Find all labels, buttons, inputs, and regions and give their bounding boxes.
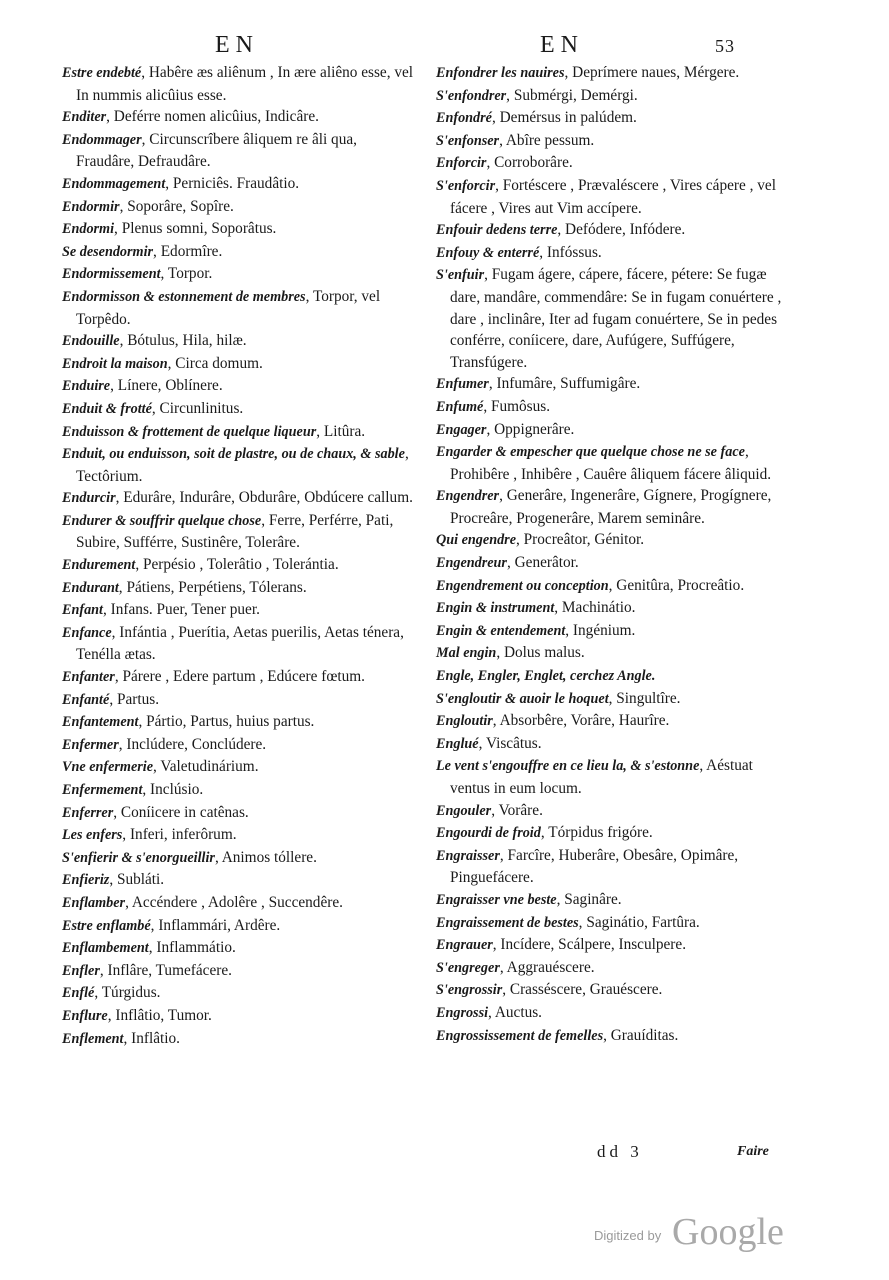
entry-headword: Enfumé	[436, 398, 484, 415]
entry-definition: , Machinátio.	[554, 599, 636, 617]
entry-definition: , Subláti.	[109, 871, 165, 889]
entry-headword: Endormi	[62, 221, 115, 238]
dictionary-entry	[62, 824, 414, 847]
dictionary-entry	[62, 286, 414, 330]
entry-definition: , Saginátio, Fartûra.	[578, 913, 700, 931]
dictionary-entry	[62, 173, 414, 196]
dictionary-entry	[436, 733, 786, 756]
entry-headword: Vne enfermerie	[62, 759, 154, 776]
entry-definition: , Soporâre, Sopîre.	[119, 197, 234, 215]
entry-headword: Endroit la maison	[62, 355, 168, 372]
dictionary-entry	[62, 353, 414, 376]
entry-definition: , Habêre æs aliênum , In ære aliêno esse, vel In nummis alicûius esse.	[76, 64, 414, 104]
page-number: 53	[715, 36, 735, 56]
dictionary-entry	[436, 552, 786, 575]
dictionary-entry	[436, 85, 786, 108]
entry-headword: Endormissement	[62, 266, 161, 283]
entry-headword: Engrauer	[436, 937, 493, 954]
dictionary-entry	[436, 575, 786, 598]
signature-mark: dd 3	[597, 1142, 643, 1161]
entry-definition: , Animos tóllere.	[214, 848, 317, 866]
entry-definition: , Submérgi, Demérgi.	[506, 86, 638, 104]
dictionary-entry	[436, 152, 786, 175]
entry-headword: Endommager	[62, 131, 142, 148]
entry-definition: , Auctus.	[488, 1003, 543, 1021]
dictionary-entry	[436, 934, 786, 957]
dictionary-entry	[436, 107, 786, 130]
entry-headword: Enforcir	[436, 155, 487, 172]
dictionary-entry	[62, 869, 414, 892]
entry-definition: , Inclúsio.	[142, 781, 204, 798]
entry-headword: Endurcir	[62, 490, 116, 507]
entry-definition: , Perniciês. Fraudâtio.	[165, 174, 300, 192]
entry-headword: Mal engin	[436, 645, 497, 662]
dictionary-entry	[62, 487, 414, 510]
entry-definition: , Perpésio , Tolerâtio , Tolerántia.	[135, 556, 339, 574]
dictionary-entry	[436, 755, 786, 799]
entry-headword: Enfantement	[62, 714, 139, 731]
entry-headword: Enflure	[62, 1007, 108, 1024]
dictionary-entry	[62, 892, 414, 915]
entry-headword: Enditer	[62, 109, 107, 126]
entry-definition: , Circa domum.	[167, 354, 263, 372]
entry-definition: , Defódere, Infódere.	[557, 221, 686, 239]
entry-headword: S'engrossir	[436, 982, 503, 999]
entry-definition: , Pártio, Partus, huius partus.	[138, 713, 315, 731]
catchword: Faire	[737, 1144, 769, 1159]
entry-headword: Engrossissement de femelles	[436, 1027, 604, 1044]
entry-definition: , Grauíditas.	[603, 1026, 679, 1044]
entry-headword: Engraisser	[436, 847, 500, 864]
entry-definition: , Corroborâre.	[486, 154, 573, 172]
dictionary-entry	[436, 688, 786, 711]
dictionary-entry	[62, 330, 414, 353]
entry-definition: , Bótulus, Hila, hilæ.	[119, 332, 247, 350]
entry-headword: Enferrer	[62, 804, 114, 821]
entry-definition: , Inferi, inferôrum.	[122, 826, 237, 844]
dictionary-entry	[436, 373, 786, 396]
dictionary-entry	[62, 398, 414, 421]
dictionary-entry	[436, 665, 786, 688]
entry-definition: , Ingénium.	[565, 621, 636, 639]
entry-definition: , Accéndere , Adolêre , Succendêre.	[125, 893, 343, 911]
entry-headword: S'engreger	[436, 959, 500, 976]
entry-headword: Endommagement	[62, 175, 166, 192]
dictionary-entry	[436, 219, 786, 242]
entry-definition: , Edormîre.	[153, 242, 223, 260]
entry-headword: Enduisson & frottement de quelque liqueur	[62, 423, 317, 440]
entry-definition: , Línere, Oblínere.	[110, 377, 223, 395]
dictionary-entry	[62, 421, 414, 444]
running-head-left: EN	[215, 32, 259, 58]
google-watermark: Google	[672, 1211, 784, 1253]
dictionary-entry	[436, 485, 786, 529]
entry-headword: S'enfuir	[436, 267, 485, 284]
entry-definition: , Fumôsus.	[483, 397, 551, 415]
entry-headword: Endouille	[62, 333, 120, 350]
entry-definition: , Circunscrîbere âliquem re âli qua, Fraudâre, Defraudâre.	[76, 130, 357, 171]
dictionary-entry	[436, 242, 786, 265]
entry-headword: Engin & instrument	[436, 600, 555, 617]
entry-headword: Enfermer	[62, 736, 119, 753]
entry-definition: , Túrgidus.	[94, 984, 161, 1002]
entry-definition: , Singultîre.	[608, 689, 681, 707]
entry-headword: Engin & entendement	[436, 622, 566, 639]
entry-headword: Enfler	[62, 962, 100, 979]
dictionary-entry	[436, 441, 786, 485]
entry-definition: , Infans. Puer, Tener puer.	[103, 601, 260, 619]
entry-headword: Engendrement ou conception	[436, 577, 609, 594]
entry-definition: , Fugam ágere, cápere, fácere, pétere: Se fugæ dare, mandâre, commendâre: Se in fugam conuértere , dare , inclinâre, Iter ad fugam conuértere, Se in pedes conférre, coníicere, dare, Aufúgere, Suffúgere, Transfúgere.	[450, 266, 782, 371]
entry-headword: Estre endebté	[62, 65, 142, 81]
entry-definition: , Generâtor.	[506, 554, 579, 572]
dictionary-entry	[436, 1002, 786, 1025]
dictionary-entry	[436, 979, 786, 1002]
dictionary-entry	[436, 822, 786, 845]
dictionary-entry	[436, 845, 786, 889]
entry-headword: Engarder & empescher que quelque chose ne se face	[436, 444, 745, 461]
dictionary-entry	[62, 263, 414, 286]
dictionary-entry	[62, 375, 414, 398]
entry-headword: Se desendormir	[62, 243, 154, 260]
entry-definition: , Viscâtus.	[478, 734, 542, 752]
dictionary-entry	[436, 264, 786, 373]
entry-definition: , Generâre, Ingenerâre, Gígnere, Progígnere, Procreâre, Progenerâre, Marem seminâre.	[450, 487, 772, 527]
entry-definition: , Procreâtor, Génitor.	[516, 531, 645, 549]
entry-headword: Qui engendre	[436, 532, 517, 549]
entry-definition: , Ferre, Perférre, Pati, Subire, Sufférre, Sustinêre, Tolerâre.	[76, 511, 394, 552]
entry-definition: , Saginâre.	[556, 890, 622, 908]
entry-definition: , Demérsus in palúdem.	[491, 109, 637, 127]
entry-headword: Engraissement de bestes	[436, 914, 579, 931]
entry-definition: , Genitûra, Procreâtio.	[608, 576, 745, 594]
dictionary-entry	[62, 554, 414, 577]
entry-definition: , Infumâre, Suffumigâre.	[488, 375, 641, 393]
entry-headword: Enfouir dedens terre	[436, 222, 558, 239]
dictionary-entry	[436, 1025, 786, 1048]
entry-definition: , Aéstuat ventus in eum locum.	[450, 757, 753, 797]
dictionary-entry	[436, 957, 786, 980]
entry-headword: Enfouy & enterré	[436, 244, 540, 261]
entry-headword: Enfieriz	[62, 872, 110, 889]
entry-headword: Enfanter	[62, 669, 115, 686]
dictionary-entry	[62, 937, 414, 960]
dictionary-entry	[436, 419, 786, 442]
dictionary-entry	[436, 620, 786, 643]
entry-headword: Endormisson & estonnement de membres	[62, 288, 306, 305]
entry-headword: S'enfonser	[436, 132, 500, 149]
dictionary-entry	[62, 1005, 414, 1028]
dictionary-entry	[436, 396, 786, 419]
entry-headword: S'enfondrer	[436, 87, 507, 104]
dictionary-entry	[436, 529, 786, 552]
entry-definition: , Inclúdere, Conclúdere.	[118, 735, 267, 753]
entry-headword: Les enfers	[62, 827, 123, 844]
entry-headword: Estre enflambé	[62, 917, 151, 934]
dictionary-entry	[436, 710, 786, 733]
entry-headword: Enflé	[62, 985, 95, 1002]
entry-definition: , Partus.	[109, 690, 160, 708]
entry-definition: , Plenus somni, Soporâtus.	[114, 220, 277, 238]
entry-definition: , Farcîre, Huberâre, Obesâre, Opimâre, Pinguefácere.	[450, 846, 739, 887]
entry-headword: Enduire	[62, 378, 111, 395]
dictionary-entry	[62, 982, 414, 1005]
entry-headword: Engouler	[436, 802, 492, 819]
entry-headword: Engle, Engler, Englet, cerchez Angle.	[436, 668, 656, 685]
right-column	[436, 62, 786, 1047]
entry-headword: Le vent s'engouffre en ce lieu la, & s'estonne	[436, 758, 700, 775]
entry-headword: Enflambement	[62, 940, 149, 957]
entry-headword: Engourdi de froid	[436, 825, 541, 842]
entry-definition: , Valetudinárium.	[153, 758, 259, 776]
entry-definition: , Fortéscere , Prævaléscere , Vires cápere , vel fácere , Vires aut Vim accípere.	[450, 176, 776, 217]
entry-headword: Englué	[436, 735, 479, 752]
entry-headword: Enfondré	[436, 110, 492, 127]
entry-headword: Engendreur	[436, 555, 507, 572]
dictionary-entry	[436, 597, 786, 620]
dictionary-entry	[62, 756, 414, 779]
entry-headword: Engendrer	[436, 488, 500, 505]
dictionary-entry	[62, 577, 414, 600]
dictionary-entry	[62, 689, 414, 712]
entry-definition: , Tectôrium.	[76, 445, 409, 485]
entry-definition: , Infántia , Puerítia, Aetas puerilis, Aetas ténera, Tenélla ætas.	[76, 623, 404, 664]
dictionary-entry	[62, 711, 414, 734]
entry-definition: , Inflâtio.	[123, 1029, 180, 1047]
entry-headword: Enfant	[62, 602, 104, 619]
dictionary-entry	[62, 241, 414, 264]
entry-definition: , Deférre nomen alicûius, Indicâre.	[106, 108, 319, 126]
entry-headword: Enflamber	[62, 894, 126, 911]
entry-headword: Engager	[436, 421, 487, 438]
entry-definition: , Crasséscere, Grauéscere.	[502, 981, 663, 999]
dictionary-entry	[436, 175, 786, 219]
entry-headword: Enfance	[62, 624, 112, 641]
dictionary-entry	[62, 510, 414, 554]
dictionary-entry	[436, 62, 786, 85]
dictionary-entry	[62, 666, 414, 689]
dictionary-entry	[62, 599, 414, 622]
digitized-by-label: Digitized by	[594, 1228, 662, 1243]
entry-headword: Enfermement	[62, 782, 143, 798]
dictionary-entry	[62, 802, 414, 825]
entry-headword: Enfanté	[62, 691, 110, 708]
entry-headword: S'enfierir & s'enorgueillir	[62, 849, 215, 866]
entry-headword: Engloutir	[436, 713, 493, 730]
entry-definition: , Torpor, vel Torpêdo.	[76, 287, 381, 328]
dictionary-entry	[62, 622, 414, 666]
dictionary-entry	[436, 800, 786, 823]
entry-definition: , Prohibêre , Inhibêre , Cauêre âliquem fácere âliquid.	[450, 443, 772, 483]
entry-headword: Enfumer	[436, 376, 489, 393]
dictionary-entry	[62, 779, 414, 802]
entry-headword: Endurant	[62, 579, 119, 596]
dictionary-entry	[62, 218, 414, 241]
dictionary-entry	[62, 443, 414, 487]
left-column	[62, 62, 414, 1050]
dictionary-entry	[62, 960, 414, 983]
dictionary-entry	[436, 912, 786, 935]
entry-definition: , Vorâre.	[491, 801, 543, 819]
entry-definition: , Deprímere naues, Mérgere.	[564, 64, 740, 81]
entry-definition: , Litûra.	[316, 422, 366, 440]
entry-headword: Enfondrer les nauires	[436, 65, 565, 81]
entry-definition: , Inflâre, Tumefácere.	[99, 961, 232, 979]
entry-headword: Enflement	[62, 1030, 124, 1047]
entry-definition: , Pátiens, Perpétiens, Tólerans.	[118, 578, 307, 596]
dictionary-entry	[62, 915, 414, 938]
dictionary-entry	[436, 130, 786, 153]
dictionary-entry	[62, 734, 414, 757]
dictionary-entry	[62, 106, 414, 129]
entry-definition: , Inflâtio, Tumor.	[107, 1006, 212, 1024]
entry-headword: S'engloutir & auoir le hoquet	[436, 690, 609, 707]
entry-definition: , Párere , Edere partum , Edúcere fœtum.	[114, 668, 365, 686]
entry-headword: S'enforcir	[436, 177, 496, 194]
entry-definition: , Abîre pessum.	[499, 131, 595, 149]
dictionary-entry	[62, 196, 414, 219]
entry-definition: , Dolus malus.	[496, 644, 585, 662]
entry-definition: , Coníicere in catênas.	[113, 803, 249, 821]
entry-definition: , Tórpidus frigóre.	[540, 824, 653, 842]
entry-definition: , Infóssus.	[539, 243, 602, 261]
entry-headword: Endurement	[62, 557, 136, 574]
entry-definition: , Circunlinitus.	[151, 399, 244, 417]
entry-headword: Enduit & frotté	[62, 400, 152, 417]
dictionary-entry	[436, 642, 786, 665]
dictionary-entry	[62, 62, 414, 106]
dictionary-entry	[62, 847, 414, 870]
entry-headword: Engraisser vne beste	[436, 891, 557, 908]
entry-definition: , Aggrauéscere.	[499, 958, 595, 976]
entry-definition: , Incídere, Scálpere, Insculpere.	[492, 936, 687, 954]
running-head-right: EN	[540, 32, 584, 58]
entry-headword: Enduit, ou enduisson, soit de plastre, ou de chaux, & sable	[62, 446, 405, 463]
dictionary-entry	[62, 1028, 414, 1051]
entry-definition: , Inflammári, Ardêre.	[150, 916, 281, 934]
entry-definition: , Torpor.	[160, 265, 213, 283]
dictionary-entry	[62, 129, 414, 173]
dictionary-entry	[436, 889, 786, 912]
entry-definition: , Inflammátio.	[148, 939, 236, 957]
entry-headword: Endormir	[62, 198, 120, 215]
entry-headword: Endurer & souffrir quelque chose	[62, 512, 262, 529]
entry-definition: , Oppignerâre.	[486, 420, 575, 438]
entry-definition: , Absorbêre, Vorâre, Haurîre.	[492, 712, 670, 730]
entry-headword: Engrossi	[436, 1004, 489, 1021]
entry-definition: , Edurâre, Indurâre, Obdurâre, Obdúcere callum.	[115, 489, 413, 507]
